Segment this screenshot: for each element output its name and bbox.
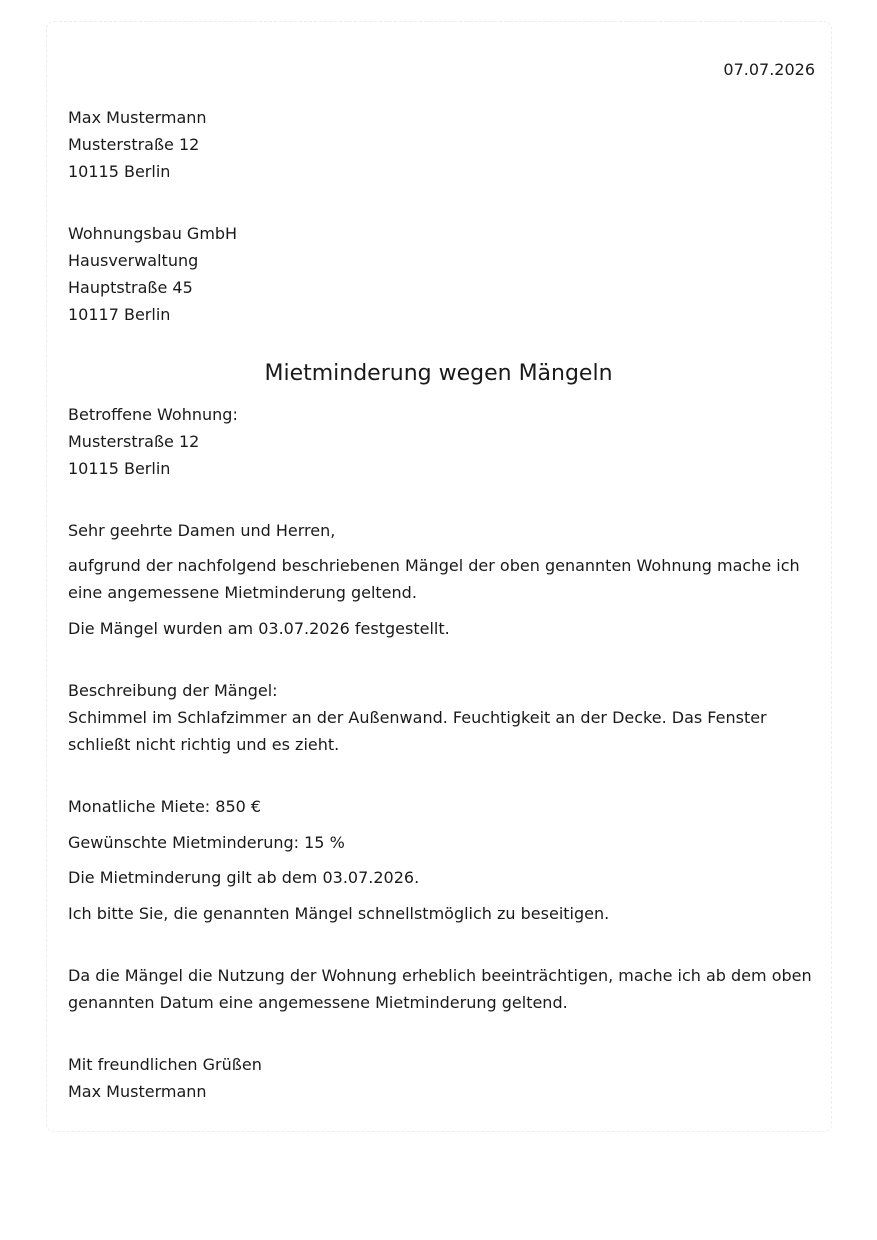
- sender-name: Max Mustermann: [68, 108, 207, 127]
- sender-city: 10115 Berlin: [68, 162, 171, 181]
- reduction-valid-from: Die Mietminderung gilt ab dem 03.07.2026.: [68, 868, 420, 887]
- intro-line-2: eine angemessene Mietminderung geltend.: [68, 583, 417, 602]
- defects-label: Beschreibung der Mängel:: [68, 681, 278, 700]
- salutation: Sehr geehrte Damen und Herren,: [68, 521, 336, 540]
- sender-street: Musterstraße 12: [68, 135, 200, 154]
- recipient-department: Hausverwaltung: [68, 251, 199, 270]
- requested-reduction: Gewünschte Mietminderung: 15 %: [68, 833, 345, 852]
- monthly-rent: Monatliche Miete: 850 €: [68, 797, 262, 816]
- repair-request: Ich bitte Sie, die genannten Mängel schnellstmöglich zu beseitigen.: [68, 904, 610, 923]
- recipient-company: Wohnungsbau GmbH: [68, 224, 238, 243]
- signature-name: Max Mustermann: [68, 1082, 207, 1101]
- defects-line-2: schließt nicht richtig und es zieht.: [68, 735, 340, 754]
- closing-line-2: genannten Datum eine angemessene Mietminderung geltend.: [68, 993, 568, 1012]
- recipient-street: Hauptstraße 45: [68, 278, 193, 297]
- apartment-label: Betroffene Wohnung:: [68, 405, 238, 424]
- apartment-city: 10115 Berlin: [68, 459, 171, 478]
- recipient-city: 10117 Berlin: [68, 305, 171, 324]
- letter-date: 07.07.2026: [723, 60, 815, 79]
- greeting: Mit freundlichen Grüßen: [68, 1055, 262, 1074]
- intro-line-1: aufgrund der nachfolgend beschriebenen Mängel der oben genannten Wohnung mache ich: [68, 556, 800, 575]
- apartment-street: Musterstraße 12: [68, 432, 200, 451]
- closing-line-1: Da die Mängel die Nutzung der Wohnung erheblich beeinträchtigen, mache ich ab dem oben: [68, 966, 812, 985]
- detected-date-text: Die Mängel wurden am 03.07.2026 festgestellt.: [68, 619, 450, 638]
- defects-line-1: Schimmel im Schlafzimmer an der Außenwand. Feuchtigkeit an der Decke. Das Fenster: [68, 708, 767, 727]
- letter-subject: Mietminderung wegen Mängeln: [264, 361, 613, 386]
